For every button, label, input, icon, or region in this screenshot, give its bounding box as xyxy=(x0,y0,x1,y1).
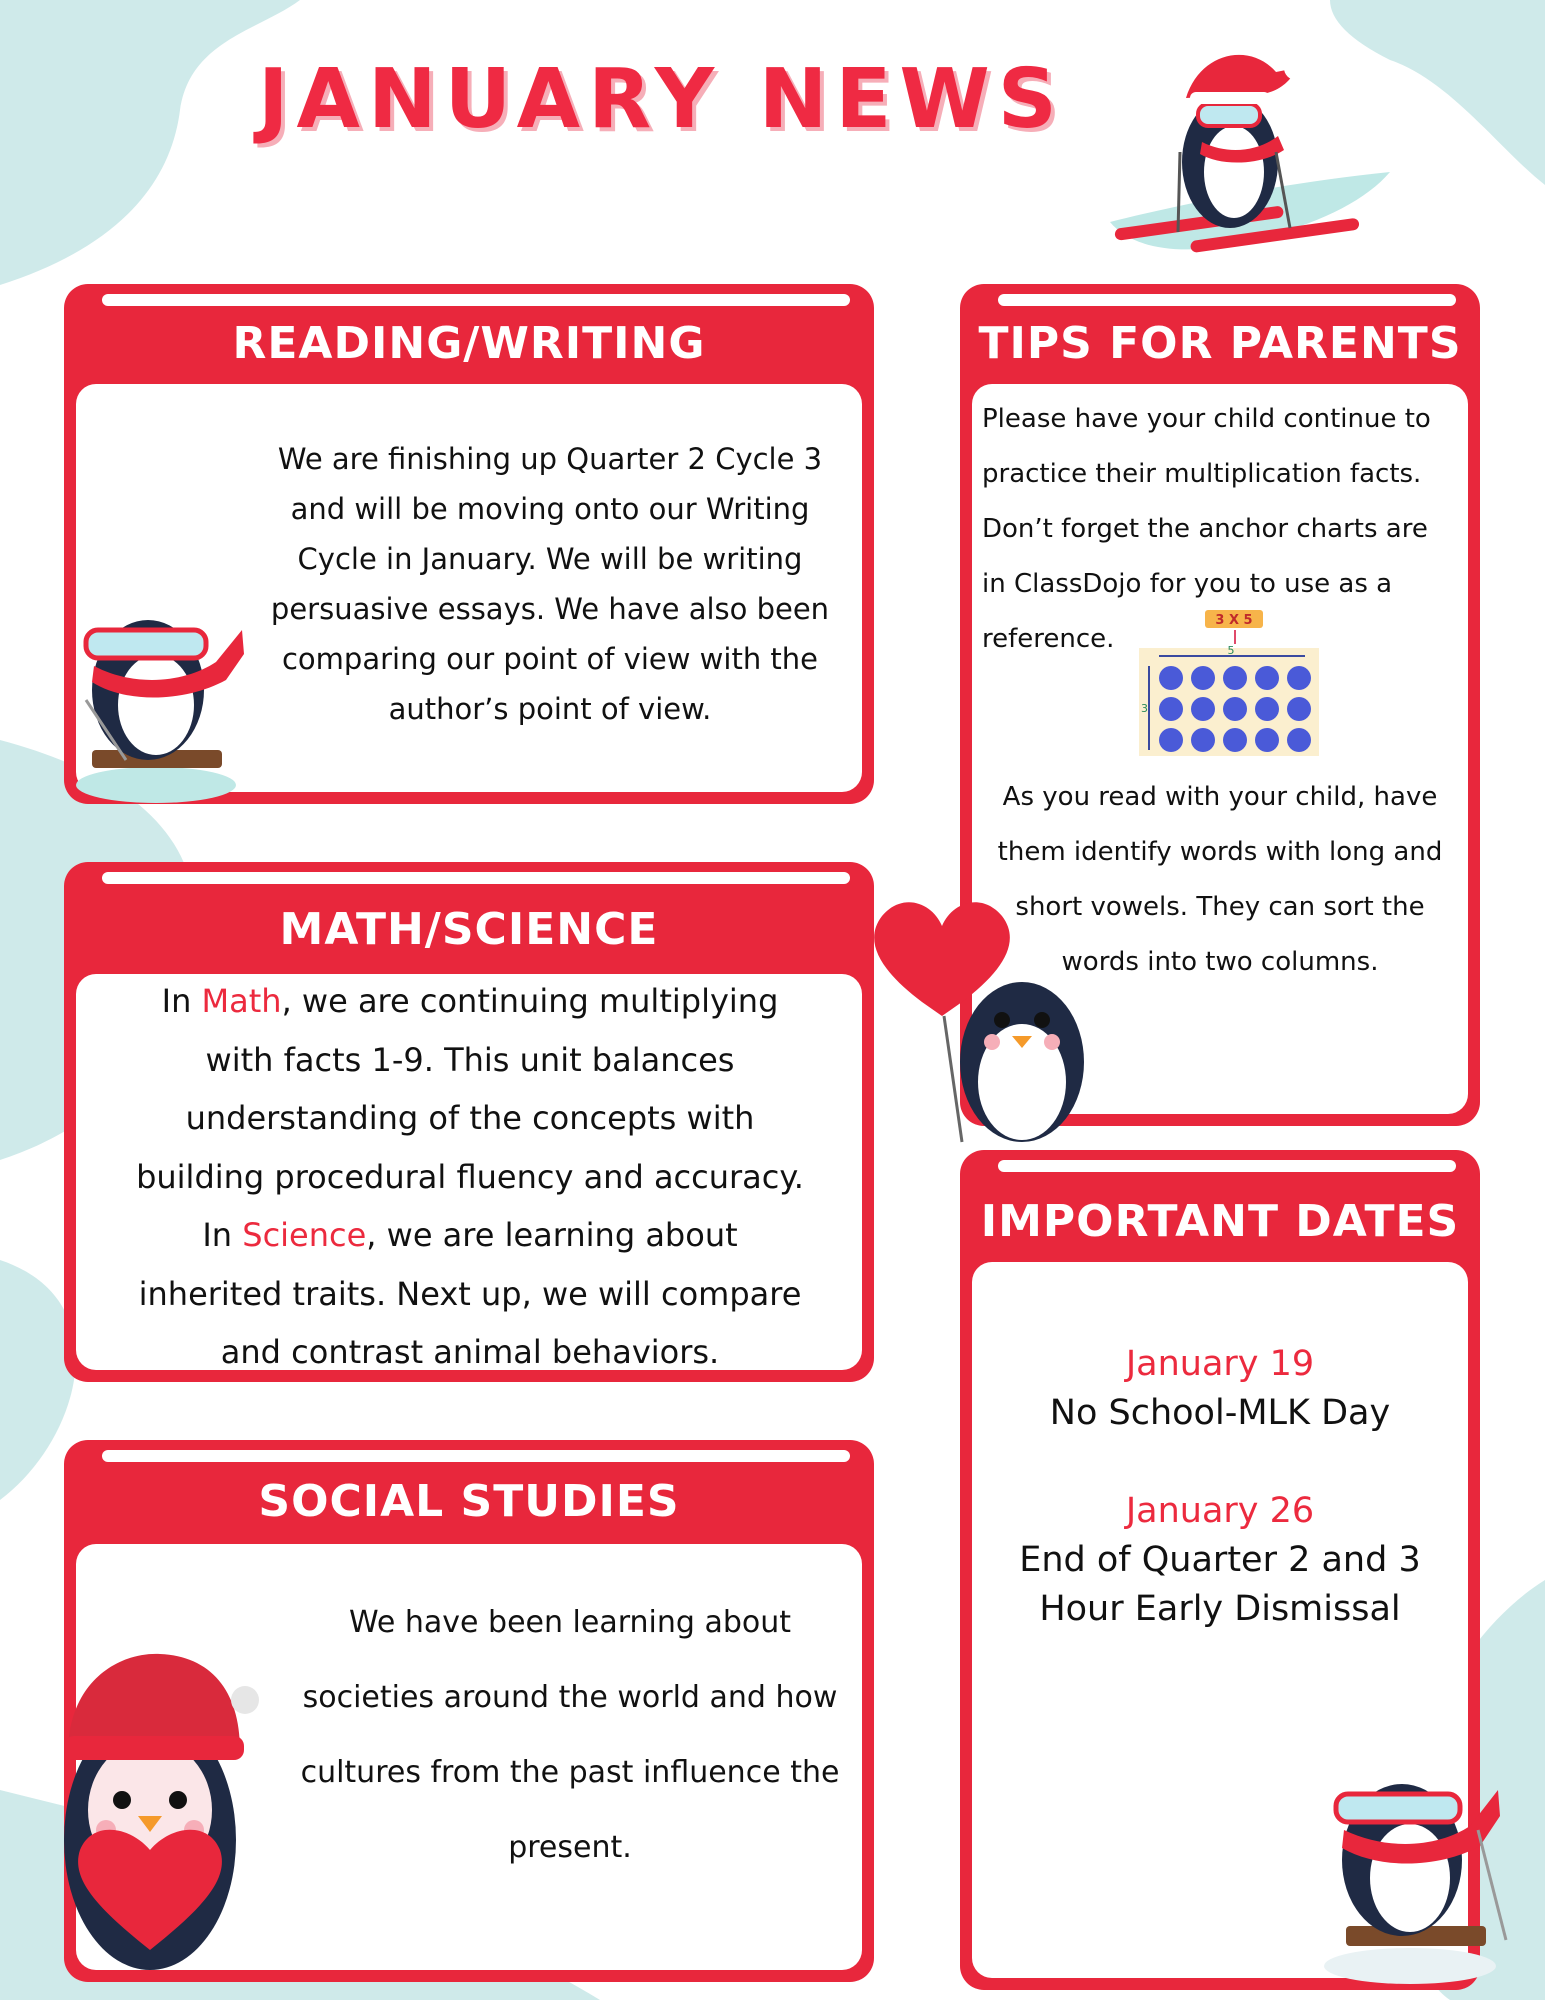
date-label: January 19 xyxy=(1125,1344,1315,1384)
sledding-penguin-icon xyxy=(1310,1730,1520,1990)
tips-paragraph-1: Please have your child continue to practice their multiplication facts. Don’t forget the anchor charts are in ClassDojo for you to use as a reference. xyxy=(982,404,1431,654)
tips-paragraph-2: As you read with your child, have them identify words with long and short vowels. They can sort the words into two columns. xyxy=(997,782,1443,977)
important-dates-heading: IMPORTANT DATES xyxy=(980,1196,1460,1247)
reading-writing-text: We are finishing up Quarter 2 Cycle 3 and will be moving onto our Writing Cycle in January. We will be writing persuasive essays. We have also been comparing our point of view with the author’s point of view. xyxy=(270,442,830,726)
reading-writing-heading: READING/WRITING xyxy=(232,318,706,369)
hat-heart-penguin-icon xyxy=(40,1640,260,1980)
skiing-penguin-icon xyxy=(1100,32,1400,272)
sledding-penguin-icon xyxy=(66,570,256,810)
dot-array-icon xyxy=(1135,610,1325,760)
date-label: January 26 xyxy=(1125,1491,1315,1531)
heart-balloon-penguin-icon xyxy=(852,892,1102,1192)
svg-text:3: 3 xyxy=(1141,702,1148,715)
math-science-heading: MATH/SCIENCE xyxy=(279,904,659,955)
tips-heading: TIPS FOR PARENTS xyxy=(978,318,1462,369)
social-studies-text: We have been learning about societies around the world and how cultures from the past influence the present. xyxy=(300,1605,840,1865)
social-studies-heading: SOCIAL STUDIES xyxy=(258,1476,680,1527)
svg-text:3 X 5: 3 X 5 xyxy=(1215,613,1253,628)
math-highlight: Math xyxy=(201,982,282,1020)
science-highlight: Science xyxy=(242,1216,367,1254)
math-science-text: In Math, we are continuing multiplying with facts 1-9. This unit balances understanding of the concepts with building procedural fluency and accuracy. In Science, we are learning about inherited traits. Next up, we will compare and contrast animal behaviors. xyxy=(136,982,804,1371)
page-title: JANUARY NEWS xyxy=(258,52,1065,147)
svg-text:5: 5 xyxy=(1227,644,1235,657)
important-dates-list: January 19 No School-MLK Day January 26 End of Quarter 2 and 3 Hour Early Dismissal xyxy=(975,1340,1465,1634)
